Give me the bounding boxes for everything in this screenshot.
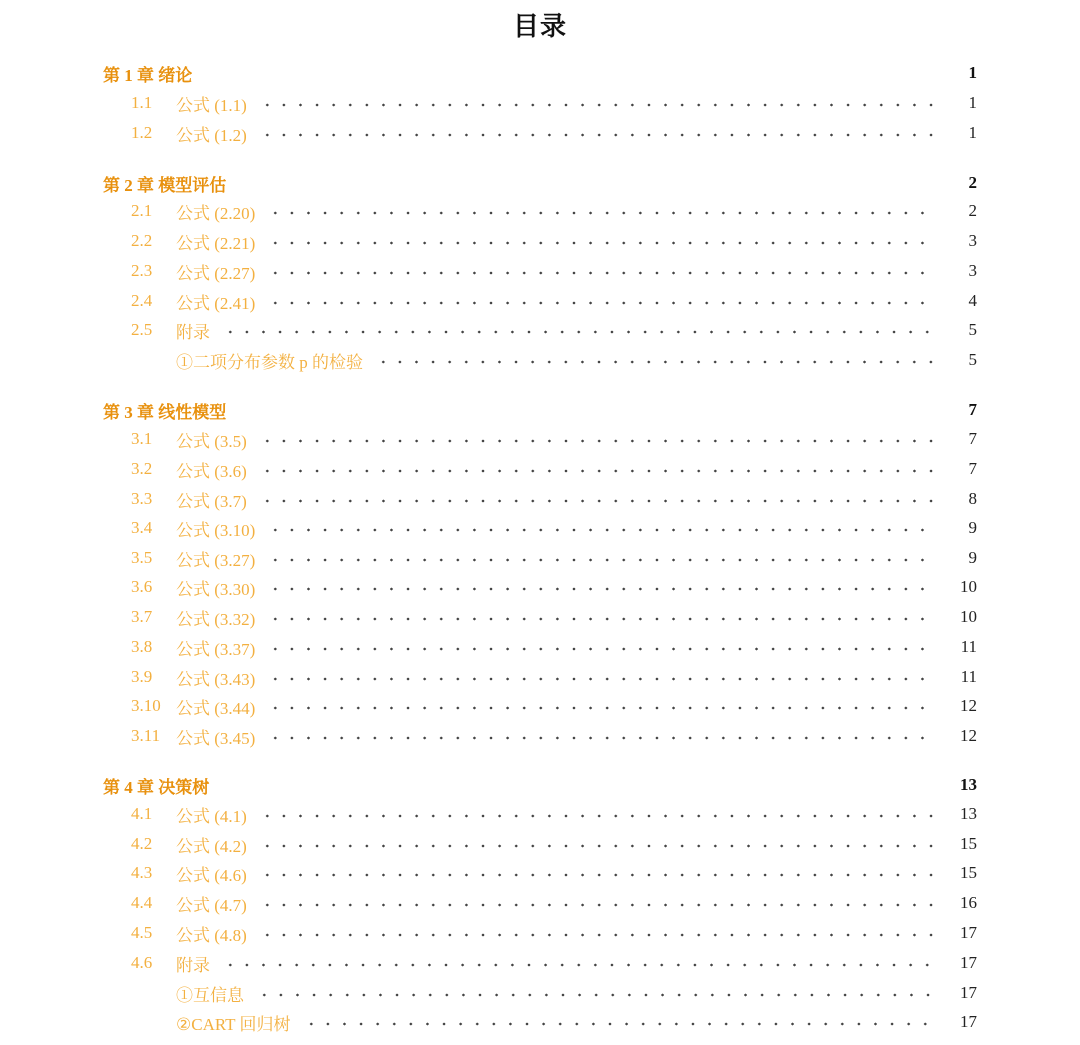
page-number: 2 bbox=[968, 173, 977, 192]
dot-leader bbox=[267, 528, 937, 532]
toc-section-entry[interactable] bbox=[0, 486, 1080, 512]
toc-section-entry[interactable] bbox=[0, 317, 1080, 343]
section-number: 3.4 bbox=[131, 518, 153, 537]
entry-title: 公式 (3.7) bbox=[176, 491, 247, 511]
section-number: 3.10 bbox=[131, 696, 161, 715]
entry-title: 公式 (3.45) bbox=[176, 728, 256, 748]
page-number: 5 bbox=[968, 350, 977, 369]
dot-leader bbox=[259, 933, 937, 937]
toc-section-entry[interactable] bbox=[0, 860, 1080, 886]
page-number: 9 bbox=[968, 548, 977, 567]
page-number: 1 bbox=[968, 123, 977, 142]
entry-title: 公式 (4.8) bbox=[176, 925, 247, 945]
section-number: 4.3 bbox=[131, 863, 153, 882]
toc-section-entry[interactable] bbox=[0, 426, 1080, 452]
page-number: 12 bbox=[960, 696, 977, 715]
section-number: 2.3 bbox=[131, 261, 153, 280]
dot-leader bbox=[267, 558, 937, 562]
toc-subsection-entry[interactable] bbox=[0, 347, 1080, 373]
toc-chapter-entry[interactable] bbox=[0, 397, 1080, 423]
toc-section-entry[interactable] bbox=[0, 574, 1080, 600]
entry-title: 公式 (4.6) bbox=[176, 865, 247, 885]
page-number: 9 bbox=[968, 518, 977, 537]
section-number: 3.11 bbox=[131, 726, 161, 745]
entry-title: 公式 (3.6) bbox=[176, 461, 247, 481]
toc-section-entry[interactable] bbox=[0, 831, 1080, 857]
page-number: 17 bbox=[960, 923, 977, 942]
page-title: 目录 bbox=[512, 12, 567, 42]
dot-leader bbox=[267, 587, 937, 591]
dot-leader bbox=[259, 133, 937, 137]
page-number: 10 bbox=[960, 577, 977, 596]
toc-section-entry[interactable] bbox=[0, 634, 1080, 660]
dot-leader bbox=[259, 103, 937, 107]
toc-section-entry[interactable] bbox=[0, 723, 1080, 749]
dot-leader bbox=[267, 241, 937, 245]
dot-leader bbox=[222, 330, 937, 334]
page-number: 4 bbox=[968, 291, 977, 310]
chapter-title: 第 1 章 绪论 bbox=[103, 65, 193, 85]
toc-chapter-entry[interactable] bbox=[0, 170, 1080, 196]
dot-leader bbox=[375, 360, 937, 364]
section-number: 2.4 bbox=[131, 291, 153, 310]
toc-section-entry[interactable] bbox=[0, 604, 1080, 630]
toc-subsection-entry[interactable] bbox=[0, 1009, 1080, 1035]
page-number: 12 bbox=[960, 726, 977, 745]
page-number: 11 bbox=[960, 667, 977, 686]
dot-leader bbox=[259, 814, 937, 818]
toc-section-entry[interactable] bbox=[0, 801, 1080, 827]
toc-section-entry[interactable] bbox=[0, 920, 1080, 946]
page-number: 13 bbox=[960, 804, 977, 823]
page-number: 7 bbox=[968, 429, 977, 448]
chapter-title: 第 4 章 决策树 bbox=[103, 777, 210, 797]
page-number: 15 bbox=[960, 834, 977, 853]
section-number: 4.6 bbox=[131, 953, 153, 972]
toc-section-entry[interactable] bbox=[0, 258, 1080, 284]
page-number: 7 bbox=[968, 400, 977, 419]
entry-title: 公式 (3.32) bbox=[176, 609, 256, 629]
entry-title: 公式 (1.1) bbox=[176, 95, 247, 115]
dot-leader bbox=[259, 903, 937, 907]
dot-leader bbox=[267, 617, 937, 621]
dot-leader bbox=[267, 736, 937, 740]
page-number: 15 bbox=[960, 863, 977, 882]
dot-leader bbox=[259, 873, 937, 877]
page-number: 13 bbox=[960, 775, 977, 794]
entry-title: ②CART 回归树 bbox=[176, 1014, 291, 1034]
entry-title: 公式 (4.1) bbox=[176, 806, 247, 826]
page-number: 16 bbox=[960, 893, 977, 912]
page-number: 10 bbox=[960, 607, 977, 626]
page-number: 1 bbox=[968, 93, 977, 112]
entry-title: 公式 (4.7) bbox=[176, 895, 247, 915]
dot-leader bbox=[256, 993, 937, 997]
page-number: 8 bbox=[968, 489, 977, 508]
dot-leader bbox=[222, 963, 937, 967]
section-number: 3.8 bbox=[131, 637, 153, 656]
toc-chapter-entry[interactable] bbox=[0, 772, 1080, 798]
page-number: 17 bbox=[960, 953, 977, 972]
dot-leader bbox=[267, 301, 937, 305]
section-number: 3.5 bbox=[131, 548, 153, 567]
entry-title: 公式 (1.2) bbox=[176, 125, 247, 145]
entry-title: 附录 bbox=[176, 322, 210, 342]
entry-title: 公式 (4.2) bbox=[176, 836, 247, 856]
dot-leader bbox=[267, 706, 937, 710]
entry-title: 公式 (2.27) bbox=[176, 263, 256, 283]
section-number: 4.5 bbox=[131, 923, 153, 942]
section-number: 3.2 bbox=[131, 459, 153, 478]
page-number: 3 bbox=[968, 231, 977, 250]
section-number: 2.2 bbox=[131, 231, 153, 250]
entry-title: 公式 (2.21) bbox=[176, 233, 256, 253]
dot-leader bbox=[259, 439, 937, 443]
section-number: 4.4 bbox=[131, 893, 153, 912]
chapter-title: 第 2 章 模型评估 bbox=[103, 175, 227, 195]
entry-title: 公式 (3.44) bbox=[176, 698, 256, 718]
toc-section-entry[interactable] bbox=[0, 456, 1080, 482]
toc-section-entry[interactable] bbox=[0, 545, 1080, 571]
dot-leader bbox=[267, 211, 937, 215]
entry-title: 公式 (3.37) bbox=[176, 639, 256, 659]
toc-section-entry[interactable] bbox=[0, 90, 1080, 116]
toc-section-entry[interactable] bbox=[0, 890, 1080, 916]
page-number: 2 bbox=[968, 201, 977, 220]
dot-leader bbox=[259, 469, 937, 473]
entry-title: 公式 (2.41) bbox=[176, 293, 256, 313]
section-number: 3.9 bbox=[131, 667, 153, 686]
toc-section-entry[interactable] bbox=[0, 288, 1080, 314]
dot-leader bbox=[259, 844, 937, 848]
toc-section-entry[interactable] bbox=[0, 515, 1080, 541]
toc-subsection-entry[interactable] bbox=[0, 980, 1080, 1006]
toc-section-entry[interactable] bbox=[0, 198, 1080, 224]
section-number: 2.5 bbox=[131, 320, 153, 339]
chapter-title: 第 3 章 线性模型 bbox=[103, 402, 227, 422]
entry-title: 附录 bbox=[176, 955, 210, 975]
entry-title: 公式 (3.5) bbox=[176, 431, 247, 451]
page-number: 7 bbox=[968, 459, 977, 478]
page-number: 5 bbox=[968, 320, 977, 339]
toc-section-entry[interactable] bbox=[0, 950, 1080, 976]
entry-title: ①二项分布参数 p 的检验 bbox=[176, 352, 363, 372]
section-number: 3.3 bbox=[131, 489, 153, 508]
section-number: 4.1 bbox=[131, 804, 153, 823]
section-number: 1.1 bbox=[131, 93, 153, 112]
entry-title: 公式 (2.20) bbox=[176, 203, 256, 223]
page-number: 3 bbox=[968, 261, 977, 280]
page-number: 17 bbox=[960, 1012, 977, 1031]
dot-leader bbox=[267, 271, 937, 275]
dot-leader bbox=[267, 677, 937, 681]
section-number: 3.7 bbox=[131, 607, 153, 626]
entry-title: 公式 (3.30) bbox=[176, 579, 256, 599]
section-number: 3.6 bbox=[131, 577, 153, 596]
page-number: 11 bbox=[960, 637, 977, 656]
entry-title: 公式 (3.43) bbox=[176, 669, 256, 689]
entry-title: 公式 (3.27) bbox=[176, 550, 256, 570]
section-number: 4.2 bbox=[131, 834, 153, 853]
dot-leader bbox=[267, 647, 937, 651]
section-number: 2.1 bbox=[131, 201, 153, 220]
entry-title: ①互信息 bbox=[176, 985, 244, 1005]
toc-chapter-entry[interactable] bbox=[0, 60, 1080, 86]
page-number: 1 bbox=[968, 63, 977, 82]
entry-title: 公式 (3.10) bbox=[176, 520, 256, 540]
dot-leader bbox=[303, 1022, 937, 1026]
dot-leader bbox=[259, 499, 937, 503]
toc-section-entry[interactable] bbox=[0, 228, 1080, 254]
toc-section-entry[interactable] bbox=[0, 664, 1080, 690]
toc-section-entry[interactable] bbox=[0, 693, 1080, 719]
page-number: 17 bbox=[960, 983, 977, 1002]
section-number: 1.2 bbox=[131, 123, 153, 142]
toc-section-entry[interactable] bbox=[0, 120, 1080, 146]
section-number: 3.1 bbox=[131, 429, 153, 448]
